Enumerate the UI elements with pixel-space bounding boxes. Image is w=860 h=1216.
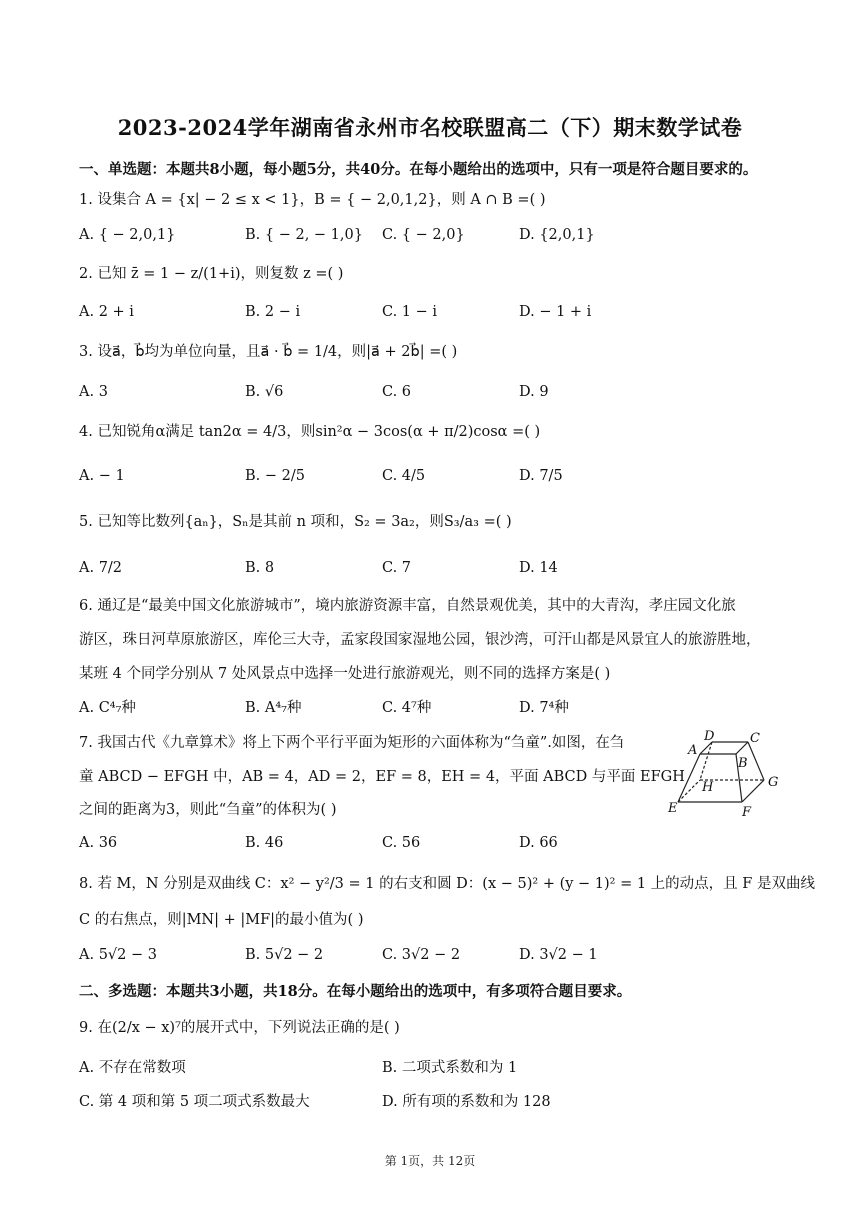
question-1-option-a: A. { − 2,0,1}: [79, 227, 176, 243]
question-2-option-d: D. − 1 + i: [519, 304, 592, 320]
question-3-stem: 3. 设a⃗，b⃗均为单位向量，且a⃗ · b⃗ = 1/4，则|a⃗ + 2b⃗| =( ): [79, 344, 458, 360]
question-2-option-c: C. 1 − i: [382, 304, 438, 320]
question-7-option-c: C. 56: [382, 835, 421, 851]
question-6-option-c: C. 4⁷种: [382, 700, 432, 716]
figure-label-h: H: [702, 780, 714, 795]
question-5-stem: 5. 已知等比数列{aₙ}，Sₙ是其前 n 项和，S₂ = 3a₂，则S₃/a₃ =( ): [79, 514, 512, 530]
question-3-option-b: B. √6: [245, 384, 284, 400]
question-9-option-a: A. 不存在常数项: [79, 1060, 186, 1076]
page-title: 2023-2024学年湖南省永州市名校联盟高二（下）期末数学试卷: [117, 115, 743, 140]
figure-label-c: C: [750, 731, 760, 746]
question-5-option-b: B. 8: [245, 560, 275, 576]
question-8-line-1: 8. 若 M，N 分别是双曲线 C：x² − y²/3 = 1 的右支和圆 D：(x − 5)² + (y − 1)² = 1 上的动点，且 F 是双曲线: [79, 876, 815, 892]
section-multiple-choice-header: 二、多选题：本题共3小题，共18分。在每小题给出的选项中，有多项符合题目要求。: [79, 983, 632, 1000]
question-3-option-a: A. 3: [79, 384, 108, 400]
question-7-line-1: 7. 我国古代《九章算术》将上下两个平行平面为矩形的六面体称为“刍童”.如图，在刍: [79, 735, 625, 751]
question-7-line-2: 童 ABCD − EFGH 中，AB = 4，AD = 2，EF = 8，EH = 4，平面 ABCD 与平面 EFGH: [79, 769, 685, 785]
question-4-option-c: C. 4/5: [382, 468, 426, 484]
section-single-choice-header: 一、单选题：本题共8小题，每小题5分，共40分。在每小题给出的选项中，只有一项是符合题目要求的。: [79, 161, 758, 178]
question-9-option-c: C. 第 4 项和第 5 项二项式系数最大: [79, 1094, 310, 1110]
question-4-option-b: B. − 2/5: [245, 468, 305, 484]
question-6-line-1: 6. 通辽是“最美中国文化旅游城市”，境内旅游资源丰富，自然景观优美，其中的大青沟，孝庄园文化旅: [79, 598, 736, 614]
question-6-line-3: 某班 4 个同学分别从 7 处风景点中选择一处进行旅游观光，则不同的选择方案是( ): [79, 666, 611, 682]
question-5-option-d: D. 14: [519, 560, 558, 576]
question-5-option-a: A. 7/2: [79, 560, 123, 576]
question-7-option-a: A. 36: [79, 835, 118, 851]
question-2-option-a: A. 2 + i: [79, 304, 134, 320]
figure-label-g: G: [768, 775, 779, 790]
question-4-option-d: D. 7/5: [519, 468, 563, 484]
question-6-option-b: B. A⁴₇种: [245, 700, 302, 716]
question-8-option-d: D. 3√2 − 1: [519, 947, 598, 963]
question-1-option-d: D. {2,0,1}: [519, 227, 595, 243]
question-6-line-2: 游区，珠日河草原旅游区，库伦三大寺，孟家段国家湿地公园，银沙湾，可汗山都是风景宜人的旅游胜地，: [79, 632, 761, 648]
question-7-option-d: D. 66: [519, 835, 558, 851]
page-footer: 第 1页，共 12页: [384, 1154, 476, 1168]
question-1-option-b: B. { − 2, − 1,0}: [245, 227, 363, 243]
question-9-option-d: D. 所有项的系数和为 128: [382, 1094, 551, 1110]
question-8-option-c: C. 3√2 − 2: [382, 947, 461, 963]
figure-label-a: A: [688, 743, 698, 758]
question-8-line-2: C 的右焦点，则|MN| + |MF|的最小值为( ): [79, 912, 364, 928]
figure-label-f: F: [742, 805, 752, 818]
question-6-option-d: D. 7⁴种: [519, 700, 569, 716]
question-4-stem: 4. 已知锐角α满足 tan2α = 4/3，则sin²α − 3cos(α + π/2)cosα =( ): [79, 424, 541, 440]
question-3-option-c: C. 6: [382, 384, 412, 400]
question-2-option-b: B. 2 − i: [245, 304, 301, 320]
figure-label-e: E: [668, 801, 678, 816]
chutong-solid-figure: [664, 728, 786, 818]
question-5-option-c: C. 7: [382, 560, 412, 576]
question-9-stem: 9. 在(2/x − x)⁷的展开式中，下列说法正确的是( ): [79, 1020, 400, 1036]
question-1-stem: 1. 设集合 A = {x| − 2 ≤ x < 1}，B = { − 2,0,1,2}，则 A ∩ B =( ): [79, 192, 546, 208]
question-2-stem: 2. 已知 z̄ = 1 − z/(1+i)，则复数 z =( ): [79, 266, 344, 282]
question-8-option-b: B. 5√2 − 2: [245, 947, 324, 963]
question-7-option-b: B. 46: [245, 835, 284, 851]
question-8-option-a: A. 5√2 − 3: [79, 947, 157, 963]
question-9-option-b: B. 二项式系数和为 1: [382, 1060, 518, 1076]
question-4-option-a: A. − 1: [79, 468, 125, 484]
question-6-option-a: A. C⁴₇种: [79, 700, 136, 716]
question-7-line-3: 之间的距离为3，则此“刍童”的体积为( ): [79, 802, 337, 818]
question-3-option-d: D. 9: [519, 384, 549, 400]
figure-label-d: D: [704, 729, 715, 744]
question-1-option-c: C. { − 2,0}: [382, 227, 465, 243]
figure-label-b: B: [738, 756, 748, 771]
